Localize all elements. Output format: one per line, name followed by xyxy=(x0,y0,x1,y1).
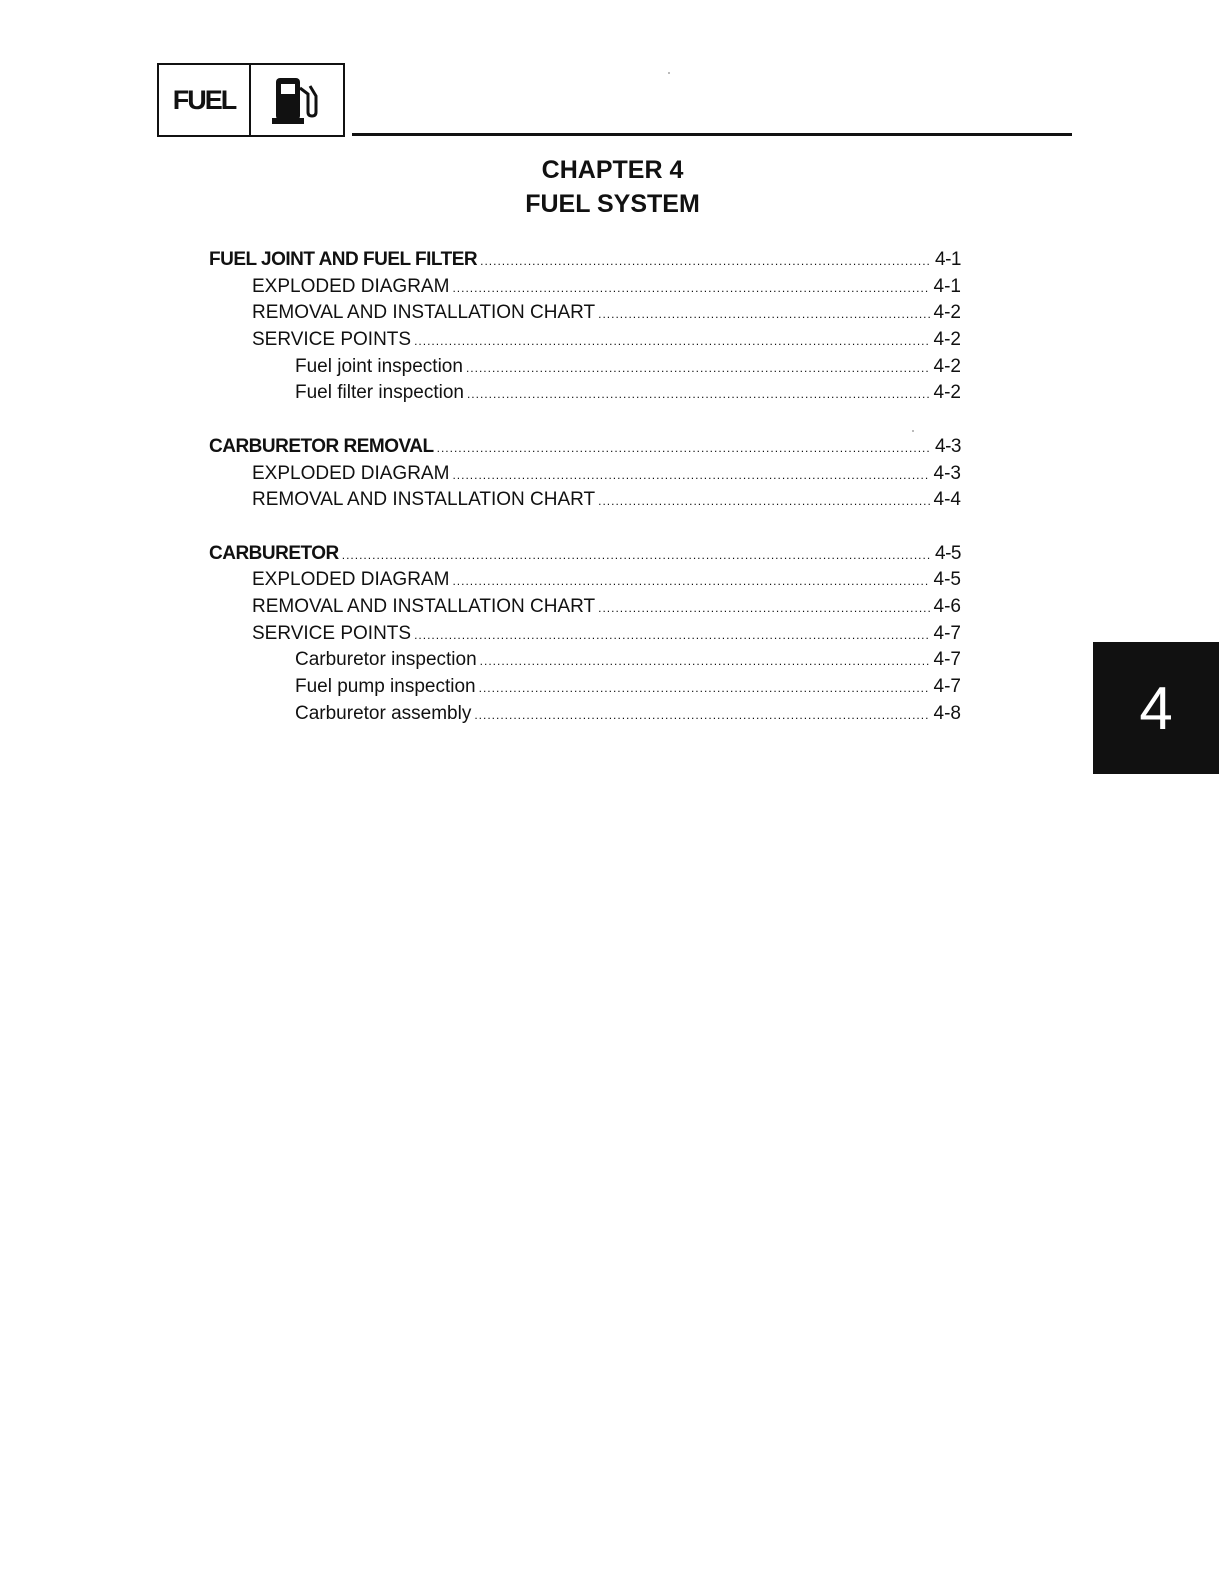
toc-entry-label: Fuel joint inspection xyxy=(295,355,463,377)
toc-entry xyxy=(209,489,961,516)
toc-entry-label: REMOVAL AND INSTALLATION CHART xyxy=(252,595,596,617)
badge-label: FUEL xyxy=(159,65,251,135)
toc-entry xyxy=(209,596,961,623)
toc-entry-label: CARBURETOR xyxy=(209,542,339,564)
toc-entry-page: 4-5 xyxy=(935,542,961,564)
toc-entry xyxy=(209,703,961,730)
toc-dot-leader xyxy=(466,361,930,375)
toc-entry xyxy=(209,649,961,676)
toc-entry-page: 4-1 xyxy=(935,249,961,270)
toc-entry-page: 4-5 xyxy=(933,569,961,591)
chapter-badge xyxy=(157,63,345,137)
toc-entry-page: 4-6 xyxy=(933,595,961,617)
toc-dot-leader xyxy=(480,654,930,668)
toc-entry-label: REMOVAL AND INSTALLATION CHART xyxy=(252,489,596,511)
chapter-number: CHAPTER 4 xyxy=(541,156,684,184)
chapter-name: FUEL SYSTEM xyxy=(525,190,700,218)
toc-entry xyxy=(209,329,961,356)
toc-entry-page: 4-3 xyxy=(935,435,961,457)
fuel-pump-icon xyxy=(251,65,343,135)
scan-speck xyxy=(912,430,914,432)
toc-dot-leader xyxy=(598,601,929,615)
toc-entry xyxy=(209,382,961,409)
toc-dot-leader xyxy=(452,574,929,588)
toc-entry-page: 4-3 xyxy=(933,462,961,484)
toc-entry xyxy=(209,302,961,329)
toc-dot-leader xyxy=(342,548,931,562)
toc-entry-label: Carburetor inspection xyxy=(295,649,477,671)
table-of-contents xyxy=(209,249,961,729)
toc-entry-label: CARBURETOR REMOVAL xyxy=(209,435,434,457)
toc-entry xyxy=(209,543,961,570)
chapter-tab xyxy=(1093,642,1219,774)
toc-entry-label: EXPLODED DIAGRAM xyxy=(252,462,450,484)
toc-dot-leader xyxy=(452,281,929,295)
toc-entry-label: EXPLODED DIAGRAM xyxy=(252,569,450,591)
scan-speck xyxy=(668,72,670,74)
chapter-tab-label: 4 xyxy=(1139,674,1173,742)
toc-entry-page: 4-7 xyxy=(933,676,961,697)
toc-dot-leader xyxy=(467,387,930,401)
toc-entry xyxy=(209,436,961,463)
toc-entry-label: FUEL JOINT AND FUEL FILTER xyxy=(209,249,478,270)
toc-entry-label: SERVICE POINTS xyxy=(252,622,412,644)
toc-entry xyxy=(209,676,961,703)
toc-entry-label: REMOVAL AND INSTALLATION CHART xyxy=(252,302,596,324)
toc-dot-leader xyxy=(598,307,929,321)
toc-dot-leader xyxy=(474,708,929,722)
toc-entry xyxy=(209,249,961,276)
toc-entry-label: EXPLODED DIAGRAM xyxy=(252,275,450,297)
toc-dot-leader xyxy=(414,628,929,642)
toc-dot-leader xyxy=(437,441,931,455)
toc-dot-leader xyxy=(598,494,929,508)
toc-dot-leader xyxy=(480,254,931,268)
toc-entry xyxy=(209,569,961,596)
toc-entry xyxy=(209,463,961,490)
toc-dot-leader xyxy=(452,468,929,482)
toc-entry-page: 4-2 xyxy=(933,382,961,404)
toc-entry-page: 4-2 xyxy=(933,329,961,351)
toc-entry-page: 4-1 xyxy=(933,275,961,297)
chapter-title xyxy=(0,153,1219,221)
toc-entry-page: 4-4 xyxy=(933,489,961,511)
toc-entry-label: Fuel filter inspection xyxy=(295,382,464,404)
toc-entry-page: 4-2 xyxy=(933,302,961,324)
toc-entry xyxy=(209,623,961,650)
toc-entry xyxy=(209,356,961,383)
toc-entry-page: 4-8 xyxy=(933,702,961,724)
toc-entry xyxy=(209,276,961,303)
header-rule xyxy=(352,133,1072,136)
toc-dot-leader xyxy=(479,681,930,695)
toc-entry-page: 4-7 xyxy=(933,622,961,644)
toc-entry-page: 4-7 xyxy=(933,649,961,671)
toc-dot-leader xyxy=(414,334,929,348)
toc-entry-label: Fuel pump inspection xyxy=(295,676,476,697)
toc-entry-page: 4-2 xyxy=(933,355,961,377)
toc-entry-label: SERVICE POINTS xyxy=(252,329,412,351)
toc-entry-label: Carburetor assembly xyxy=(295,702,472,724)
